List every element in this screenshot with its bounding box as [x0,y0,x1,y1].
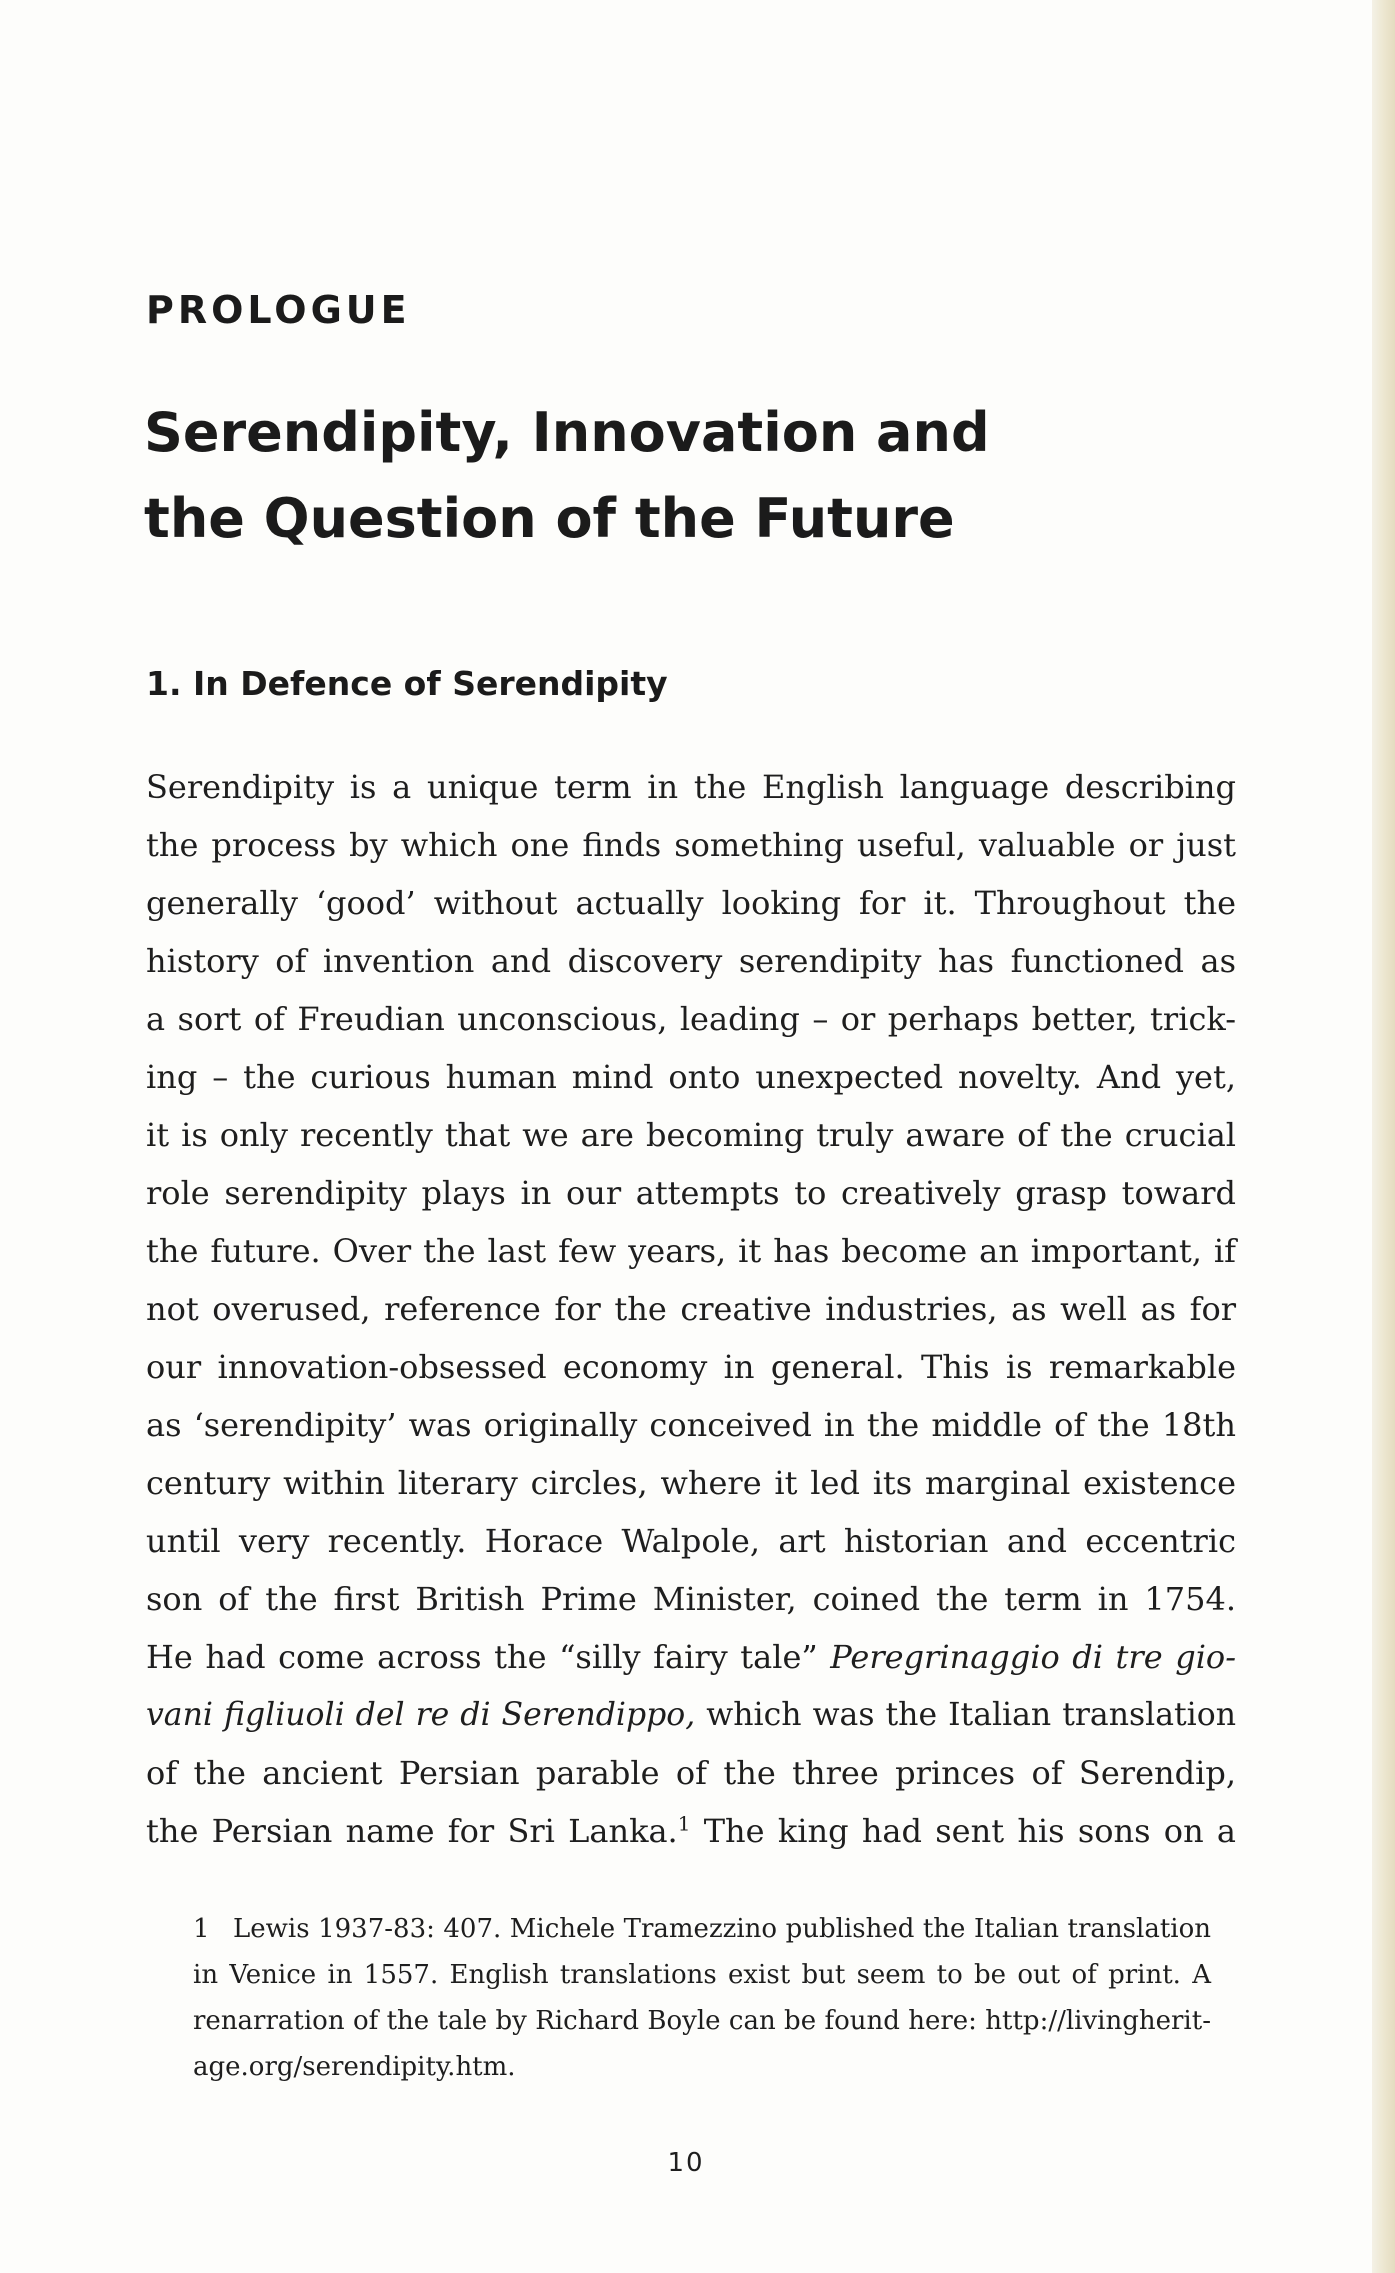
body-line: until very recently. Horace Walpole, art historian and eccentric [146,1522,1236,1560]
body-text-run: The king had sent his sons on a [690,1812,1237,1850]
footnote-line: age.org/serendipity.htm. [193,2052,516,2082]
body-line: the process by which one finds something useful, valuable or just [146,826,1236,864]
body-line: the future. Over the last few years, it has become an important, if [146,1232,1236,1270]
section-heading: 1. In Defence of Serendipity [146,664,668,703]
body-line: it is only recently that we are becoming truly aware of the crucial [146,1116,1236,1154]
chapter-title-line-1: Serendipity, Innovation and [144,401,990,464]
body-line: history of invention and discovery serendipity has functioned as [146,942,1236,980]
footnote-line: renarration of the tale by Richard Boyle can be found here: http://livingherit- [193,2006,1211,2036]
body-line [146,1802,1236,1860]
body-line: as ‘serendipity’ was originally conceived in the middle of the 18th [146,1406,1236,1444]
page-number: 10 [667,2148,705,2178]
italic-title-run: vani figliuoli del re di Serendippo, [146,1697,696,1733]
footnote-text: Lewis 1937-83: 407. Michele Tramezzino published the Italian translation [233,1914,1211,1944]
body-line: Serendipity is a unique term in the English language describing [146,768,1236,806]
chapter-title [144,390,1244,562]
footnote-reference[interactable]: 1 [677,1811,691,1836]
chapter-title-line-2: the Question of the Future [144,487,955,550]
footnote-line [193,1906,1211,1952]
footnote [193,1906,1211,2090]
body-paragraph [146,758,1236,1860]
body-line [146,1628,1236,1686]
body-line: century within literary circles, where it led its marginal existence [146,1464,1236,1502]
body-line: ing – the curious human mind onto unexpected novelty. And yet, [146,1058,1236,1096]
body-line: son of the first British Prime Minister, coined the term in 1754. [146,1580,1236,1618]
body-line [146,1686,1236,1744]
body-text-run: the Persian name for Sri Lanka. [146,1812,678,1850]
body-line: of the ancient Persian parable of the three princes of Serendip, [146,1754,1236,1792]
body-line: role serendipity plays in our attempts to creatively grasp toward [146,1174,1236,1212]
footnote-number: 1 [193,1914,210,1944]
italic-title-run: Peregrinaggio di tre gio- [830,1638,1237,1676]
body-line: a sort of Freudian unconscious, leading – or perhaps better, trick- [146,1000,1236,1038]
page-edge [1372,0,1395,2273]
body-line: generally ‘good’ without actually looking for it. Throughout the [146,884,1236,922]
body-text-run: which was the Italian translation [695,1697,1236,1733]
body-line: our innovation-obsessed economy in general. This is remarkable [146,1348,1236,1386]
body-text-run: He had come across the “silly fairy tale” [146,1638,831,1676]
chapter-kicker: PROLOGUE [146,288,411,332]
body-line: not overused, reference for the creative industries, as well as for [146,1290,1236,1328]
footnote-line: in Venice in 1557. English translations exist but seem to be out of print. A [193,1960,1211,1990]
